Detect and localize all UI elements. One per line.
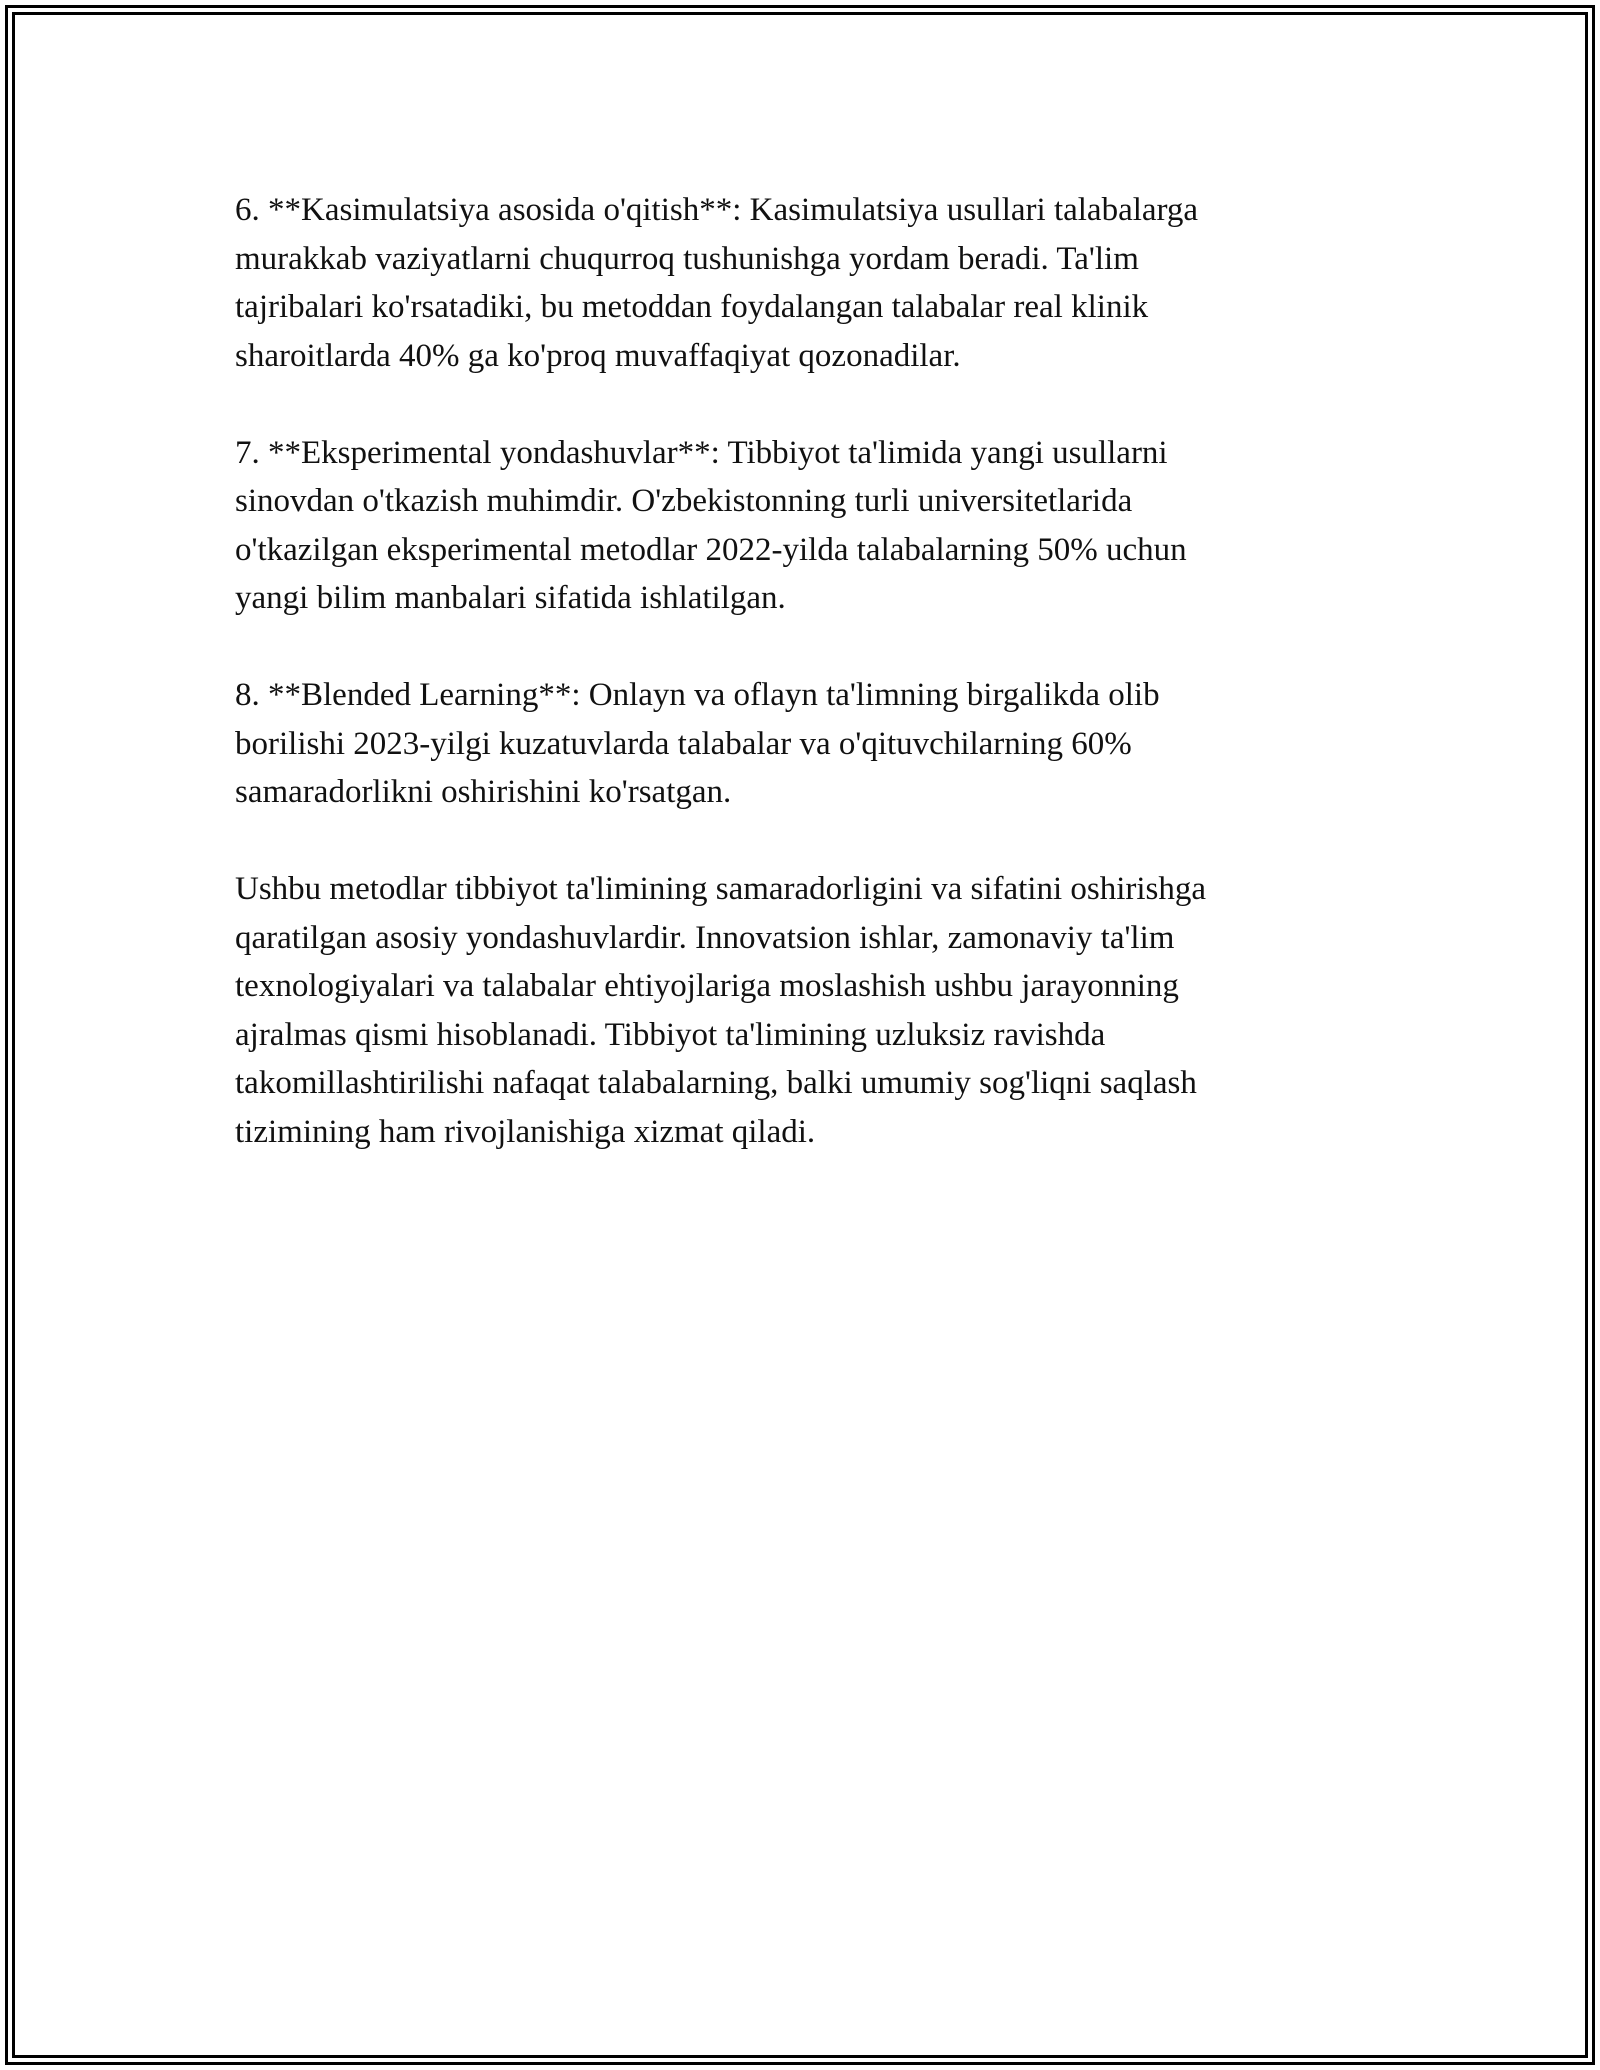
document-body [235, 186, 1365, 1205]
paragraph-item-6: 6. **Kasimulatsiya asosida o'qitish**: Kasimulatsiya usullari talabalarga murakkab vaziyatlarni chuqurroq tushunishga yordam beradi. Ta'lim tajribalari ko'rsatadiki, bu metoddan foydalangan talabalar real klinik sharoitlarda 40% ga ko'proq muvaffaqiyat qozonadilar. [235, 192, 1199, 374]
paragraph-conclusion: Ushbu metodlar tibbiyot ta'limining samaradorligini va sifatini oshirishga qaratilgan asosiy yondashuvlardir. Innovatsion ishlar, zamonaviy ta'lim texnologiyalari va talabalar ehtiyojlariga moslashish ushbu jarayonning ajralmas qismi hisoblanadi. Tibbiyot ta'limining uzluksiz ravishda takomillashtirilishi nafaqat talabalarning, balki umumiy sog'liqni saqlash tizimining ham rivojlanishiga xizmat qiladi. [235, 871, 1207, 1150]
paragraph-item-8: 8. **Blended Learning**: Onlayn va oflayn ta'limning birgalikda olib borilishi 2023-yilgi kuzatuvlarda talabalar va o'qituvchilarning 60% samaradorlikni oshirishini ko'rsatgan. [235, 677, 1160, 810]
paragraph-item-7: 7. **Eksperimental yondashuvlar**: Tibbiyot ta'limida yangi usullarni sinovdan o'tkazish muhimdir. O'zbekistonning turli universitetlarida o'tkazilgan eksperimental metodlar 2022-yilda talabalarning 50% uchun yangi bilim manbalari sifatida ishlatilgan. [235, 434, 1187, 616]
